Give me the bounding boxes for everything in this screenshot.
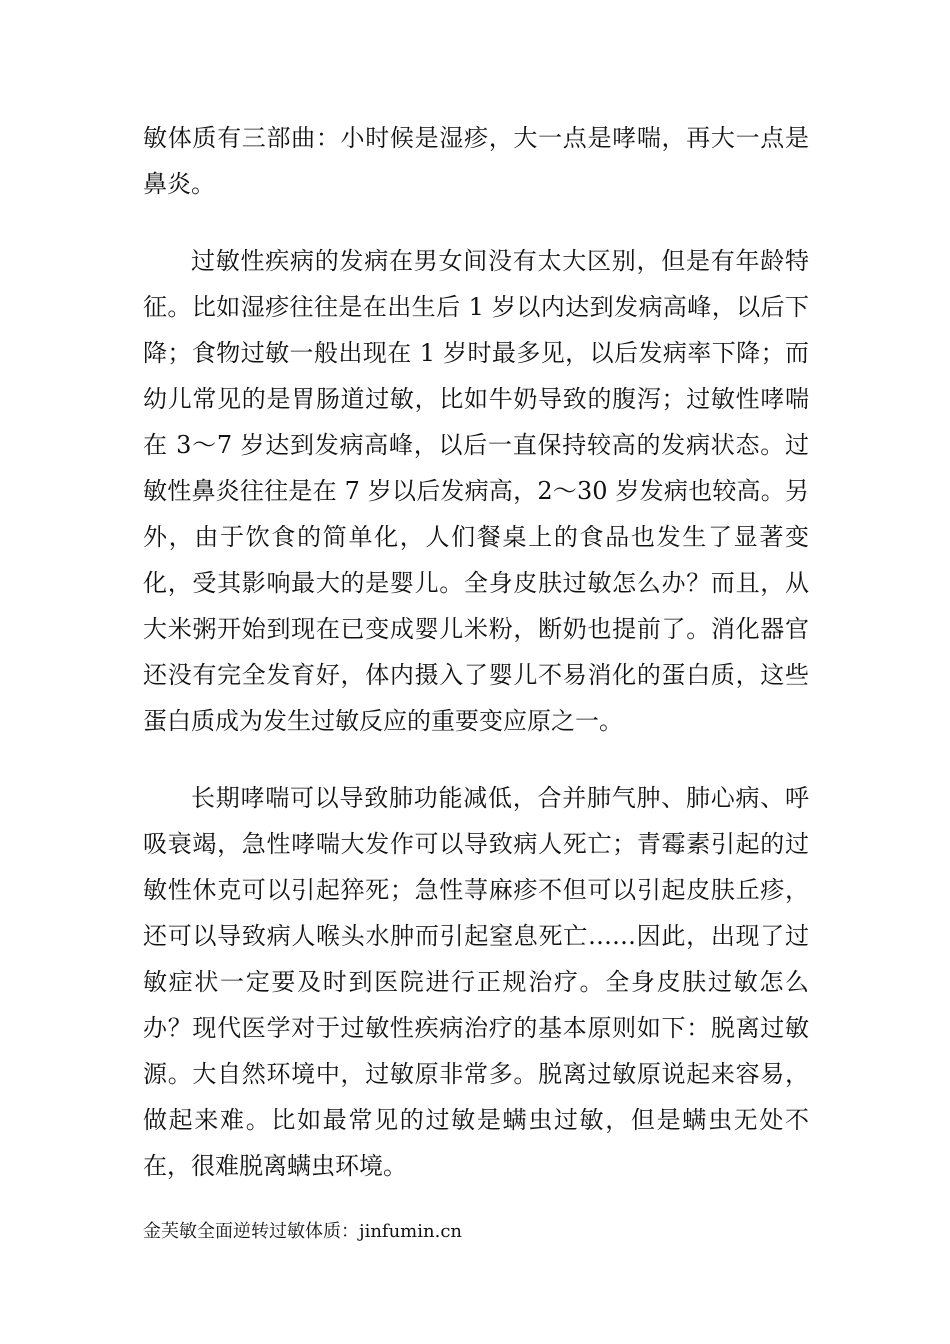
paragraph-treatment-principles: 长期哮喘可以导致肺功能减低，合并肺气肿、肺心病、呼吸衰竭，急性哮喘大发作可以导致病人死亡；青霉素引起的过敏性休克可以引起猝死；急性荨麻疹不但可以引起皮肤丘疹，还可以导致病人喉头水肿而引起窒息死亡……因此，出现了过敏症状一定要及时到医院进行正规治疗。全身皮肤过敏怎么办？现代医学对于过敏性疾病治疗的基本原则如下：脱离过敏源。大自然环境中，过敏原非常多。脱离过敏原说起来容易，做起来难。比如最常见的过敏是螨虫过敏，但是螨虫无处不在，很难脱离螨虫环境。 <box>143 784 809 1180</box>
paragraph-continuation: 敏体质有三部曲：小时候是湿疹，大一点是哮喘，再大一点是鼻炎。 <box>143 124 809 198</box>
paragraph-age-characteristics: 过敏性疾病的发病在男女间没有太大区别，但是有年龄特征。比如湿疹往往是在出生后 1 岁以内达到发病高峰，以后下降；食物过敏一般出现在 1 岁时最多见，以后发病率下降；而幼儿常见的是胃肠道过敏，比如牛奶导致的腹泻；过敏性哮喘在 3～7 岁达到发病高峰，以后一直保持较高的发病状态。过敏性鼻炎往往是在 7 岁以后发病高，2～30 岁发病也较高。另外，由于饮食的简单化，人们餐桌上的食品也发生了显著变化，受其影响最大的是婴儿。全身皮肤过敏怎么办？而且，从大米粥开始到现在已变成婴儿米粉，断奶也提前了。消化器官还没有完全发育好，体内摄入了婴儿不易消化的蛋白质，这些蛋白质成为发生过敏反应的重要变应原之一。 <box>143 247 809 735</box>
document-body <box>143 115 809 1220</box>
page-footer: 金芙敏全面逆转过敏体质：jinfumin.cn <box>143 1221 462 1242</box>
